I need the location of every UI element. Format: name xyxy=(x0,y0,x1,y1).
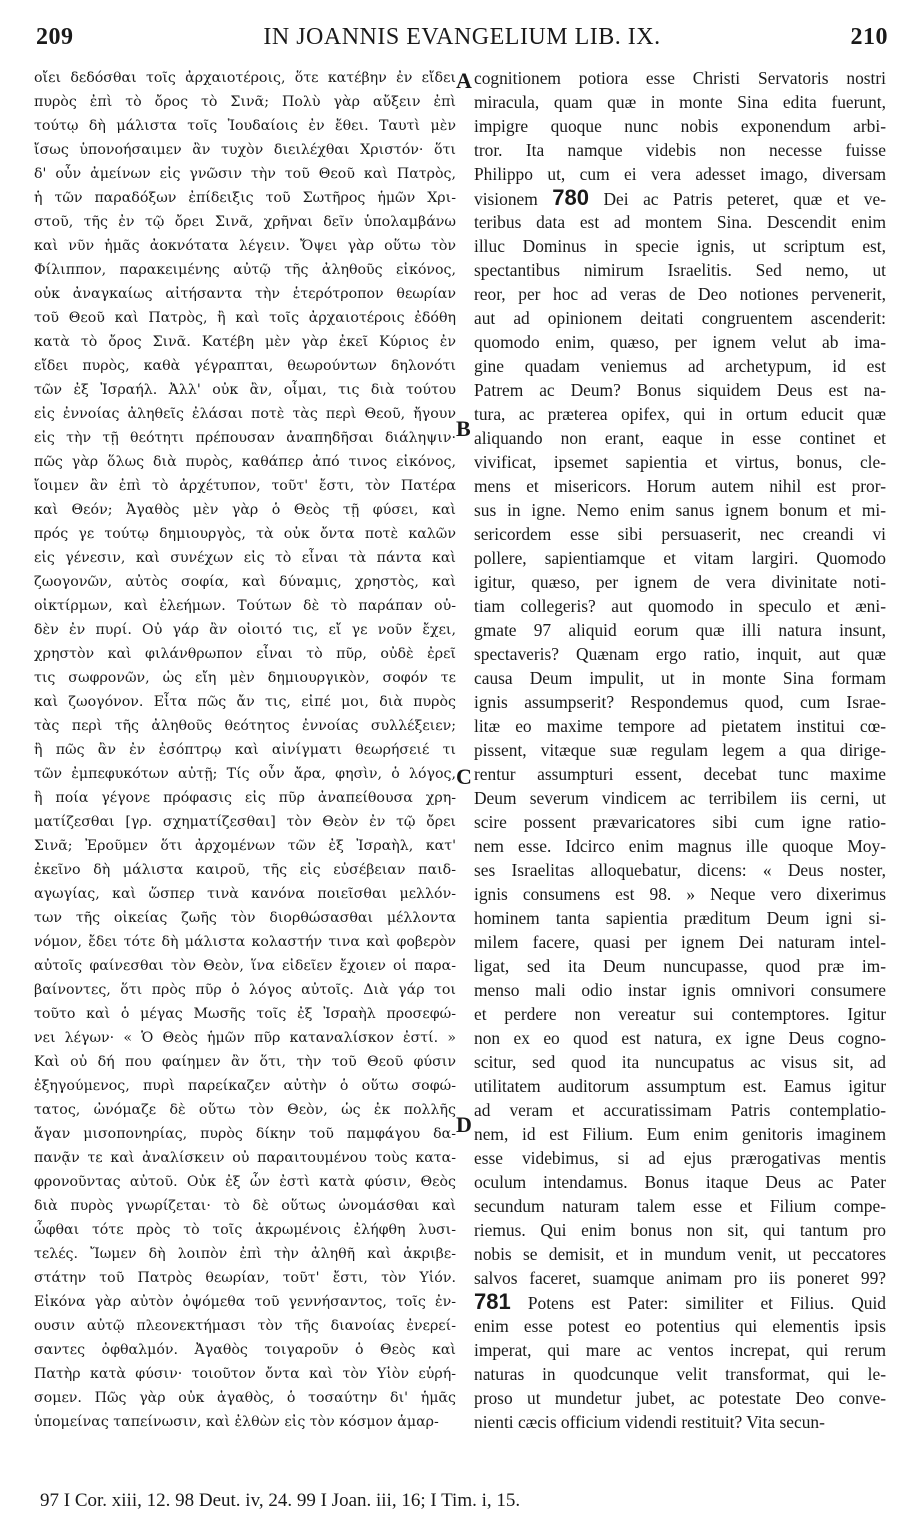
greek-text-line: ματίζεσθαι [γρ. σχηματίζεσθαι] τὸν Θεὸν ἐν τῷ ὄρει xyxy=(34,814,456,830)
greek-text-line: στάτην τοῦ Πατρὸς θεωρίαν, τοῦτ' ἔστι, τὸν Υἱόν. xyxy=(34,1270,456,1286)
latin-text-line: visionem 780 Dei ac Patris peteret, quæ et ve- xyxy=(474,186,886,210)
greek-text-line: αγωγίας, καὶ ὥσπερ τινὰ κανόνα ποιεῖσθαι μελλόν- xyxy=(34,886,456,902)
page-header xyxy=(36,20,888,60)
greek-text-line: δ' οὖν ἀμείνων εἰς γνῶσιν τὴν τοῦ Θεοῦ καὶ Πατρὸς, xyxy=(34,166,456,182)
latin-text-line: quomodo enim, quæso, per ignem velut ab ima- xyxy=(474,332,886,352)
greek-text-line: ἐξηγούμενος, πυρὶ παρείκαζεν αὐτὴν ὁ οὕτω σοφώ- xyxy=(34,1078,456,1094)
latin-text-line: menso mali odio instar ignis omnivori consumere xyxy=(474,980,886,1000)
latin-text-line: nem, id est Filium. Eum enim genitoris imaginem xyxy=(474,1124,886,1144)
latin-text-line: reor, per hoc ad veras de Deo notiones pervenerit, xyxy=(474,284,886,304)
greek-text-line: νόμον, ἔδει τότε δὴ μάλιστα κολαστήν τινα καὶ φοβερὸν xyxy=(34,934,456,950)
latin-text-line: vivificat, ipsemet sapientia et virtus, bonus, cle- xyxy=(474,452,886,472)
latin-text-line: Philippo ut, cum ei vera adesset imago, diversam xyxy=(474,164,886,184)
latin-text-line: scire possent prævaricatores sibi cum igne ratio- xyxy=(474,812,886,832)
greek-text-line: Εἰκόνα γὰρ αὐτὸν ὀψόμεθα τοῦ γεννήσαντος, τοῖς ἐν- xyxy=(34,1294,456,1310)
latin-text-line: secundum naturam talem esse et Filium compe- xyxy=(474,1196,886,1216)
column-number: 781 xyxy=(474,1290,511,1314)
greek-text-line: ἢ πῶς ἂν ἐν ἐσόπτρῳ καὶ αἰνίγματι θεωρήσειέ τι xyxy=(34,742,456,758)
latin-text-line: illuc Dominus in specie ignis, ut scriptum est, xyxy=(474,236,886,256)
margin-marker-b: B xyxy=(456,416,471,441)
greek-text-line: οἴει δεδόσθαι τοῖς ἀρχαιοτέροις, ὅτε κατέβην ἐν εἴδει xyxy=(34,70,456,86)
greek-text-line: ἄγαν μισοπονηρίας, πυρὸς δίκην τοῦ παμφάγου δα- xyxy=(34,1126,456,1142)
latin-text-line: milem facere, quasi per ignem Dei naturam intel- xyxy=(474,932,886,952)
latin-column xyxy=(474,66,886,1434)
latin-text-line: nobis se demisit, et in mundum venit, ut peccatores xyxy=(474,1244,886,1264)
latin-text-line: nienti cæcis officium videndi restituit? Vita secun- xyxy=(474,1412,825,1432)
latin-text-line: cognitionem potiora esse Christi Servatoris nostri xyxy=(474,68,886,88)
greek-text-line: τῶν ἐξ Ἰσραήλ. Ἀλλ' οὐκ ἂν, οἶμαι, τις διὰ τούτου xyxy=(34,382,456,398)
greek-text-line: Φίλιππον, παρακειμένης αὐτῷ τῆς ἀληθοῦς εἰκόνος, xyxy=(34,262,456,278)
latin-text-line: pollere, sapientiamque et vitam largiri. Quomodo xyxy=(474,548,886,568)
greek-column xyxy=(34,66,456,1434)
greek-text-line: στοῦ, τῆς ἐν τῷ ὄρει Σινᾶ, χρῆναι δεῖν ὑπολαμβάνω xyxy=(34,214,456,230)
greek-text-line: διὰ πυρὸς γνωρίζεται· τὸ δὲ οὕτως ὠνομάσθαι καὶ xyxy=(34,1198,456,1214)
greek-text-line: των τῆς οἰκείας ζωῆς τὸν διορθώσασθαι μέλλοντα xyxy=(34,910,456,926)
latin-text-line: tror. Ita namque videbis non necesse fuisse xyxy=(474,140,886,160)
greek-text-line: ουσιν αὐτῷ πλεονεκτήμασι τὸν τῆς διανοίας ἐνερεί- xyxy=(34,1318,456,1334)
latin-text-line: ignis assumpserit? Respondemus quod, cum Israe- xyxy=(474,692,886,712)
greek-text-line: πρός γε τούτῳ δημιουργὸς, τὰ οὐκ ὄντα ποτὲ καλῶν xyxy=(34,526,456,542)
greek-text-line: τοῦτο καὶ ὁ μέγας Μωσῆς τοῖς ἐξ Ἰσραὴλ προσεφώ- xyxy=(34,1006,456,1022)
greek-text-line: χρηστὸν καὶ φιλάνθρωπον εἶναι τὸ πῦρ, οὐδὲ ἐρεῖ xyxy=(34,646,456,662)
greek-text-line: οὐκ ἀναγκαίως αἰτήσαντα τὴν ἑτερότροπον θεωρίαν xyxy=(34,286,456,302)
latin-text-line: pissent, vitæque suæ regulam legem a qua dirige- xyxy=(474,740,886,760)
latin-text-line: salvos faceret, suamque animam pro iis poneret 99? xyxy=(474,1268,886,1288)
latin-text-line: ligat, sed ita Deum nuncupasse, quod præ im- xyxy=(474,956,886,976)
greek-text-line: τοῦ Θεοῦ καὶ Πατρὸς, ἢ καὶ τοῖς ἀρχαιοτέροις ἐδόθη xyxy=(34,310,456,326)
greek-text-line: πῶς γὰρ ὅλως διὰ πυρὸς, καθάπερ ἀπό τινος εἰκόνος, xyxy=(34,454,456,470)
footnotes: 97 I Cor. xiii, 12. 98 Deut. iv, 24. 99 I Joan. iii, 16; I Tim. i, 15. xyxy=(40,1490,521,1511)
margin-marker-a: A xyxy=(456,68,472,93)
latin-text-line: 781 Potens est Pater: similiter et Filius. Quid xyxy=(474,1290,886,1314)
latin-text-line: esse videbimus, si ad ejus prærogativas mentis xyxy=(474,1148,886,1168)
latin-text-line: Patrem ac Deum? Bonus siquidem Deus est na- xyxy=(474,380,886,400)
greek-text-line: εἰς ἐννοίας ἀληθεῖς ἐλάσαι ποτὲ τὰς περὶ Θεοῦ, ἤγουν xyxy=(34,406,456,422)
latin-text-line: tiam collegeris? aut quomodo in speculo et æni- xyxy=(474,596,886,616)
page-number-right: 210 xyxy=(850,24,888,50)
latin-text-line: naturas in quodcunque velit transformat, qui le- xyxy=(474,1364,886,1384)
greek-text-line: πανᾷν τε καὶ ἀναλίσκειν οὐ παραιτουμένου τοὺς κατα- xyxy=(34,1150,456,1166)
greek-text-line: ἢ ποία γέγονε πρόφασις εἰς πῦρ ἀναπείθουσα χρη- xyxy=(34,790,456,806)
greek-text-line: ἴοιμεν ἂν ἐπὶ τὸ ἀρχέτυπον, τοῦτ' ἔστι, τὸν Πατέρα xyxy=(34,478,456,494)
greek-text-line: φρονοῦντας αὐτοῦ. Οὐκ ἐξ ὧν ἐστὶ κατὰ φύσιν, Θεὸς xyxy=(34,1174,456,1190)
latin-text-line: miracula, quam quæ in monte Sina edita fuerunt, xyxy=(474,92,886,112)
latin-text-line: tura, ac præterea opifex, qui in ortum educit quæ xyxy=(474,404,886,424)
greek-text-line: τατος, ὠνόμαζε δὲ οὕτω τὸν Θεὸν, ὡς ἐκ πολλῆς xyxy=(34,1102,456,1118)
latin-text-line: litæ eo maxime tempore ad pietatem institui cœ- xyxy=(474,716,886,736)
greek-text-line: ἡ τῶν παραδόξων ἐπίδειξις τοῦ Σωτῆρος ἡμῶν Χρι- xyxy=(34,190,456,206)
latin-text-line: spectaveris? Quænam ergo ratio, inquit, aut quæ xyxy=(474,644,886,664)
latin-text-line: imperat, qui mare ac ventos increpat, qui rerum xyxy=(474,1340,886,1360)
latin-text-line: riemus. Qui enim bonus non sit, qui tantum pro xyxy=(474,1220,886,1240)
greek-text-line: Σινᾶ; Ἐροῦμεν ὅτι ἀρχομένων τῶν ἐξ Ἰσραὴλ, κατ' xyxy=(34,838,456,854)
greek-text-line: σομεν. Πῶς γὰρ οὐκ ἀγαθὸς, ὁ τοσαύτην δι' ἡμᾶς xyxy=(34,1390,456,1406)
greek-text-line: νει λέγων· « Ὁ Θεὸς ἡμῶν πῦρ καταναλίσκον ἐστί. » xyxy=(34,1030,456,1046)
greek-text-line: πυρὸς ἐπὶ τὸ ὄρος τὸ Σινᾶ; Πολὺ γὰρ αὔξειν ἐπὶ xyxy=(34,94,456,110)
latin-text-line: Deum severum vindicem ac terribilem iis cerni, ut xyxy=(474,788,886,808)
greek-text-line: καὶ νῦν ἡμᾶς ἀοκνότατα λέγειν. Ὄψει γὰρ οὕτω τὸν xyxy=(34,238,456,254)
latin-text-line: utilitatem auditorum assumptum est. Eamus igitur xyxy=(474,1076,886,1096)
latin-text-line: gmate 97 aliquid eorum quæ illi natura insunt, xyxy=(474,620,886,640)
greek-text-line: κατὰ τὸ ὄρος Σινᾶ. Κατέβη μὲν γὰρ ἐκεῖ Κύριος ἐν xyxy=(34,334,456,350)
greek-text-line: τὰς περὶ τῆς ἀληθοῦς θεότητος ἐννοίας συλλέξειεν; xyxy=(34,718,456,734)
running-title: IN JOANNIS EVANGELIUM LIB. IX. xyxy=(263,24,661,50)
greek-text-line: ἐκεῖνο δὴ μάλιστα καιροῦ, τῆς εἰς εὐσέβειαν παιδ- xyxy=(34,862,456,878)
greek-text-line: τῶν ἐμπεφυκότων αὐτῇ; Τίς οὖν ἄρα, φησὶν, ὁ λόγος, xyxy=(34,766,456,782)
page-number-left: 209 xyxy=(36,24,74,50)
greek-text-line: τελές. Ἴωμεν δὴ λοιπὸν ἐπὶ τὴν ἀληθῆ καὶ ἀκριβε- xyxy=(34,1246,456,1262)
greek-text-line: δὲν ἐν πυρί. Οὐ γάρ ἂν οἰοιτό τις, εἴ γε νοῦν ἔχει, xyxy=(34,622,456,638)
latin-text-line: teribus data est ad montem Sina. Descendit enim xyxy=(474,212,886,232)
latin-text-line: non ex eo quod est natura, ex igne Deus cogno- xyxy=(474,1028,886,1048)
greek-text-line: οἰκτίρμων, καὶ ἐλεήμων. Τούτων δὲ τὸ παράπαν οὐ- xyxy=(34,598,456,614)
latin-text-line: sericordem esse sibi persuaserit, nec creandi vi xyxy=(474,524,886,544)
latin-text-line: scitur, sed quod ita nuncupatus ac visus sit, ad xyxy=(474,1052,886,1072)
greek-text-line: εἰς γένεσιν, καὶ συνέχων εἰς τὸ εἶναι τὰ πάντα καὶ xyxy=(34,550,456,566)
greek-text-line: Πατὴρ κατὰ φύσιν· τοιοῦτον ὄντα καὶ τὸν Υἱὸν εὑρή- xyxy=(34,1366,456,1382)
latin-text-line: ad veram et accuratissimam Patris contemplatio- xyxy=(474,1100,886,1120)
latin-text-line: proso ut mundetur jubet, ac potestate Deo conve- xyxy=(474,1388,886,1408)
latin-text-line: gine quadam veniemus ad archetypum, id est xyxy=(474,356,886,376)
latin-text-line: oculum intendamus. Bonus itaque Deus ac Pater xyxy=(474,1172,886,1192)
greek-text-line: βαίνοντες, ὅτι πρὸς πῦρ ὁ λόγος αὐτοῖς. Διὰ γάρ τοι xyxy=(34,982,456,998)
latin-text-line: igitur, quæso, per ignem de vera divinitate noti- xyxy=(474,572,886,592)
greek-text-line: καὶ ζωογόνον. Εἶτα πῶς ἄν τις, εἰπέ μοι, διὰ πυρὸς xyxy=(34,694,456,710)
margin-marker-c: C xyxy=(456,764,472,789)
margin-marker-d: D xyxy=(456,1112,472,1137)
latin-text-line: spectantibus nimirum Israelitis. Sed nemo, ut xyxy=(474,260,886,280)
greek-text-line: εἴδει πυρὸς, καθὰ γέγραπται, θεωρούντων δηλονότι xyxy=(34,358,456,374)
greek-text-line: σαντες ὀφθαλμόν. Ἀγαθὸς τοιγαροῦν ὁ Θεὸς καὶ xyxy=(34,1342,456,1358)
latin-text-line: impigre quoque nunc nobis exponendum arbi- xyxy=(474,116,886,136)
latin-text-line: sus in igne. Nemo enim sanus ignem bonum et mi- xyxy=(474,500,886,520)
greek-text-line: εἰς τὴν τῇ θεότητι πρέπουσαν ἀναπηδῆσαι διάληψιν· xyxy=(34,430,456,446)
greek-text-line: ὑπομείνας ταπείνωσιν, καὶ ἐλθὼν εἰς τὸν κόσμον ἁμαρ- xyxy=(34,1414,439,1430)
latin-text-line: et perdere non vereatur sui contemptores. Igitur xyxy=(474,1004,886,1024)
latin-text-line: hominem tanta sapientia præditum Deum igni si- xyxy=(474,908,886,928)
latin-text-line: ses Israelitas alloquebatur, dicens: « Deus noster, xyxy=(474,860,886,880)
greek-text-line: τούτῳ δὴ μάλιστα τοῖς Ἰουδαίοις ἐν ἔθει. Ταυτὶ μὲν xyxy=(34,118,456,134)
greek-text-line: ἴσως ὑπονοήσαιμεν ἂν τυχὸν διειλέχθαι Χριστόν· ὅτι xyxy=(34,142,456,158)
column-number: 780 xyxy=(552,186,589,210)
latin-text-line: causa Deum impulit, ut in monte Sina formam xyxy=(474,668,886,688)
latin-text-line: mens et misericors. Horum autem nihil est pror- xyxy=(474,476,886,496)
greek-text-line: καὶ Θεόν; Ἀγαθὸς μὲν γὰρ ὁ Θεὸς τῇ φύσει, καὶ xyxy=(34,502,456,518)
latin-text-line: aut ad opinionem deitati congruentem ascenderit: xyxy=(474,308,886,328)
greek-text-line: ζωογονῶν, αὐτὸς σοφία, καὶ δύναμις, χρηστὸς, καὶ xyxy=(34,574,456,590)
latin-text-line: aliquando non erant, eaque in esse continet et xyxy=(474,428,886,448)
latin-text-line: nem esse. Idcirco enim magnus ille quoque Moy- xyxy=(474,836,886,856)
latin-text-line: enim esse potest eo potentius qui elementis ipsis xyxy=(474,1316,886,1336)
greek-text-line: ὦφθαι τότε πρὸς τὸ τοῖς ἀκρωμένοις ἐλήφθη λυσι- xyxy=(34,1222,456,1238)
greek-text-line: Καὶ οὐ δή που φαίημεν ἂν ὅτι, τὴν τοῦ Θεοῦ φύσιν xyxy=(34,1054,456,1070)
latin-text-line: ignis consumens est 98. » Neque vero dixerimus xyxy=(474,884,886,904)
greek-text-line: τις σωφρονῶν, ὡς εἴη μὲν δημιουργικὸν, σοφόν τε xyxy=(34,670,456,686)
greek-text-line: αὐτοῖς φαίνεσθαι τὸν Θεὸν, ἵνα εἰδεῖεν ἔχοιεν οἱ παρα- xyxy=(34,958,456,974)
latin-text-line: rentur assumpturi essent, decebat tunc maxime xyxy=(474,764,886,784)
